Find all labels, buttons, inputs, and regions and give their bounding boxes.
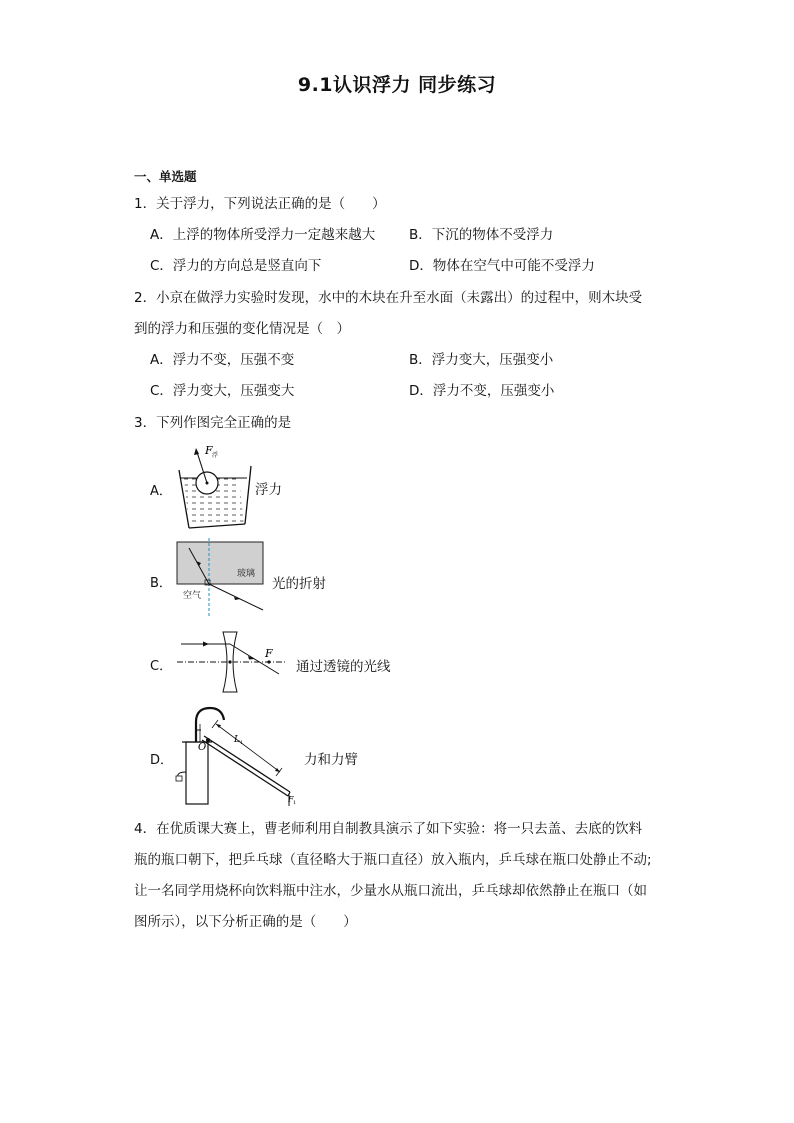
- refraction-diagram: [175, 538, 267, 618]
- focus-label: F: [265, 647, 273, 660]
- lever-force-label: F: [288, 795, 294, 804]
- pivot-label: O: [198, 742, 207, 753]
- q1-option-b: B．下沉的物体不受浮力: [409, 227, 554, 243]
- q3-fig-b-letter: B．: [150, 576, 172, 591]
- q3-stem: 3．下列作图完全正确的是: [134, 415, 292, 431]
- arm-label: L: [234, 735, 240, 745]
- q4-line-1: 4．在优质课大赛上，曹老师利用自制教具演示了如下实验：将一只去盖、去底的饮料: [134, 821, 643, 837]
- q3-fig-c-letter: C．: [150, 659, 173, 674]
- q2-option-d: D．浮力不变，压强变小: [409, 383, 555, 399]
- lever-force-label-box: [282, 792, 302, 806]
- buoyancy-force-label: F: [205, 444, 213, 457]
- air-label: 空气: [183, 591, 202, 601]
- q3-fig-c-caption: 通过透镜的光线: [296, 659, 391, 675]
- q3-fig-d-caption: 力和力臂: [304, 752, 358, 768]
- q3-fig-b-caption: 光的折射: [272, 576, 326, 592]
- q2-stem-line2: 到的浮力和压强的变化情况是（ ）: [134, 321, 350, 337]
- buoyancy-diagram: [175, 440, 255, 532]
- q1-stem: 1．关于浮力，下列说法正确的是（ ）: [134, 196, 386, 212]
- lever-pump-diagram: [172, 702, 300, 806]
- q3-fig-a-caption: 浮力: [255, 482, 282, 498]
- q1-option-d: D．物体在空气中可能不受浮力: [409, 258, 595, 274]
- buoyancy-force-subscript: 浮: [212, 452, 219, 459]
- q2-option-b: B．浮力变大，压强变小: [409, 352, 554, 368]
- concave-lens-diagram: [175, 628, 290, 696]
- q3-fig-d-letter: D．: [150, 753, 174, 768]
- page-title: 9.1认识浮力 同步练习: [297, 74, 497, 96]
- section-heading: 一、单选题: [134, 169, 197, 184]
- q2-stem-line1: 2．小京在做浮力实验时发现，水中的木块在升至水面（未露出）的过程中，则木块受: [134, 290, 643, 306]
- q4-line-3: 让一名同学用烧杯向饮料瓶中注水，少量水从瓶口流出，乒乓球却依然静止在瓶口（如: [134, 883, 647, 899]
- q2-option-c: C．浮力变大，压强变大: [150, 383, 295, 399]
- q4-line-4: 图所示），以下分析正确的是（ ）: [134, 914, 357, 930]
- arm-subscript: 1: [240, 740, 244, 746]
- q1-option-c: C．浮力的方向总是竖直向下: [150, 258, 322, 274]
- glass-label: 玻璃: [237, 569, 256, 579]
- lever-force-subscript: 1: [293, 800, 297, 806]
- q2-option-a: A．浮力不变，压强不变: [150, 352, 295, 368]
- q1-option-a: A．上浮的物体所受浮力一定越来越大: [150, 227, 376, 243]
- q4-line-2: 瓶的瓶口朝下，把乒乓球（直径略大于瓶口直径）放入瓶内，乒乓球在瓶口处静止不动;: [134, 852, 652, 868]
- q3-fig-a-letter: A．: [150, 484, 172, 499]
